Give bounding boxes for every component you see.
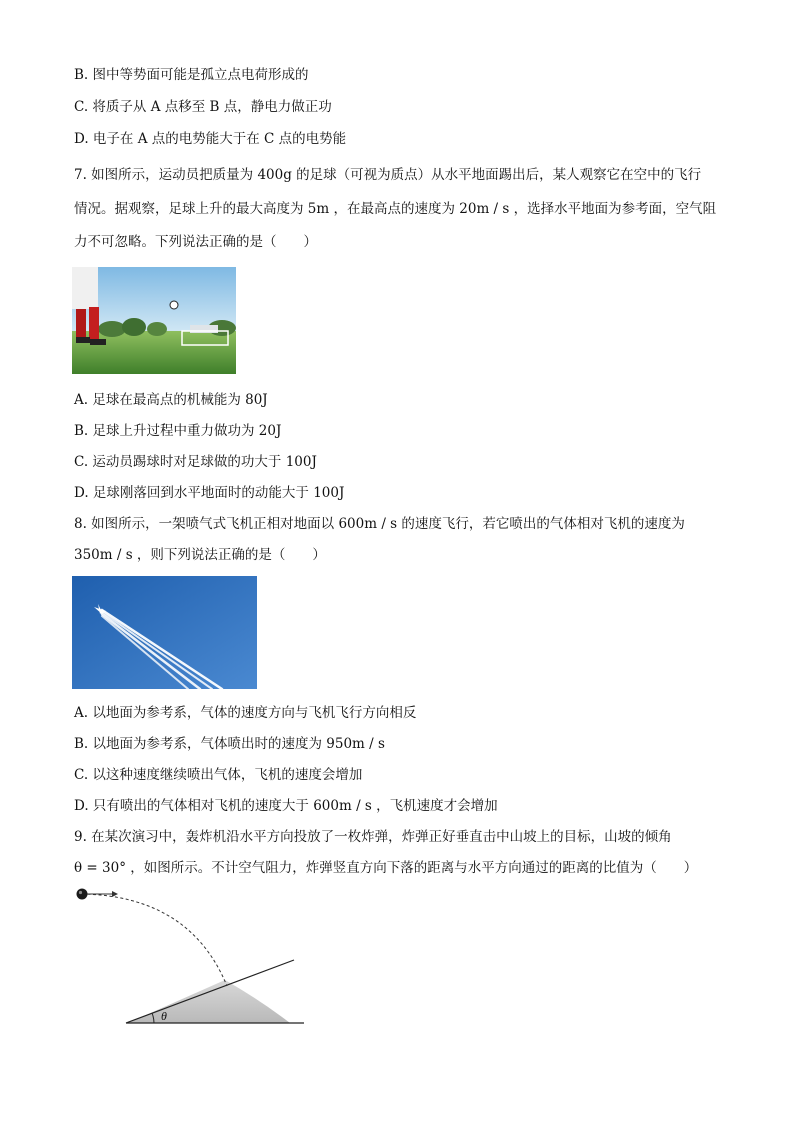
- q8-option-c: C. 以这种速度继续喷出气体，飞机的速度会增加: [74, 767, 363, 783]
- velocity-arrow-icon: [112, 891, 118, 897]
- q6-option-d: D. 电子在 A 点的电势能大于在 C 点的电势能: [74, 131, 347, 147]
- hill-shape: [128, 980, 290, 1023]
- q7-football-photo: [72, 267, 236, 374]
- q7-option-b: B. 足球上升过程中重力做功为 20J: [74, 423, 282, 439]
- q9-stem-line2: θ = 30° ，如图所示。不计空气阻力，炸弹竖直方向下落的距离与水平方向通过的距离的比值为（ ）: [74, 860, 698, 876]
- q7-option-a: A. 足球在最高点的机械能为 80J: [74, 392, 268, 408]
- q8-option-b: B. 以地面为参考系，气体喷出时的速度为 950m / s: [74, 736, 385, 752]
- q7-stem-line3: 力不可忽略。下列说法正确的是（ ）: [74, 234, 317, 250]
- q9-stem-line1: 9. 在某次演习中，轰炸机沿水平方向投放了一枚炸弹，炸弹正好垂直击中山坡上的目标，山坡的倾角: [74, 829, 672, 845]
- q8-option-a: A. 以地面为参考系，气体的速度方向与飞机飞行方向相反: [74, 705, 417, 721]
- bomb-trajectory: [82, 894, 227, 986]
- q6-option-c: C. 将质子从 A 点移至 B 点，静电力做正功: [74, 99, 332, 115]
- q8-option-d: D. 只有喷出的气体相对飞机的速度大于 600m / s ，飞机速度才会增加: [74, 798, 498, 814]
- bomb-icon: [77, 889, 88, 900]
- q8-stem-line2: 350m / s ，则下列说法正确的是（ ）: [74, 547, 326, 563]
- q6-option-b: B. 图中等势面可能是孤立点电荷形成的: [74, 67, 309, 83]
- q7-option-c: C. 运动员踢球时对足球做的功大于 100J: [74, 454, 317, 470]
- angle-theta-label: θ: [161, 1009, 167, 1023]
- q7-stem-line2: 情况。据观察，足球上升的最大高度为 5m ，在最高点的速度为 20m / s ，选择水平地面为参考面，空气阻: [74, 201, 717, 217]
- q8-jet-contrail-photo: [72, 576, 257, 689]
- q7-option-d: D. 足球刚落回到水平地面时的动能大于 100J: [74, 485, 345, 501]
- q8-stem-line1: 8. 如图所示，一架喷气式飞机正相对地面以 600m / s 的速度飞行，若它喷出的气体相对飞机的速度为: [74, 516, 685, 532]
- q9-slope-diagram: [70, 882, 310, 1030]
- q7-stem-line1: 7. 如图所示，运动员把质量为 400g 的足球（可视为质点）从水平地面踢出后，某人观察它在空中的飞行: [74, 167, 702, 183]
